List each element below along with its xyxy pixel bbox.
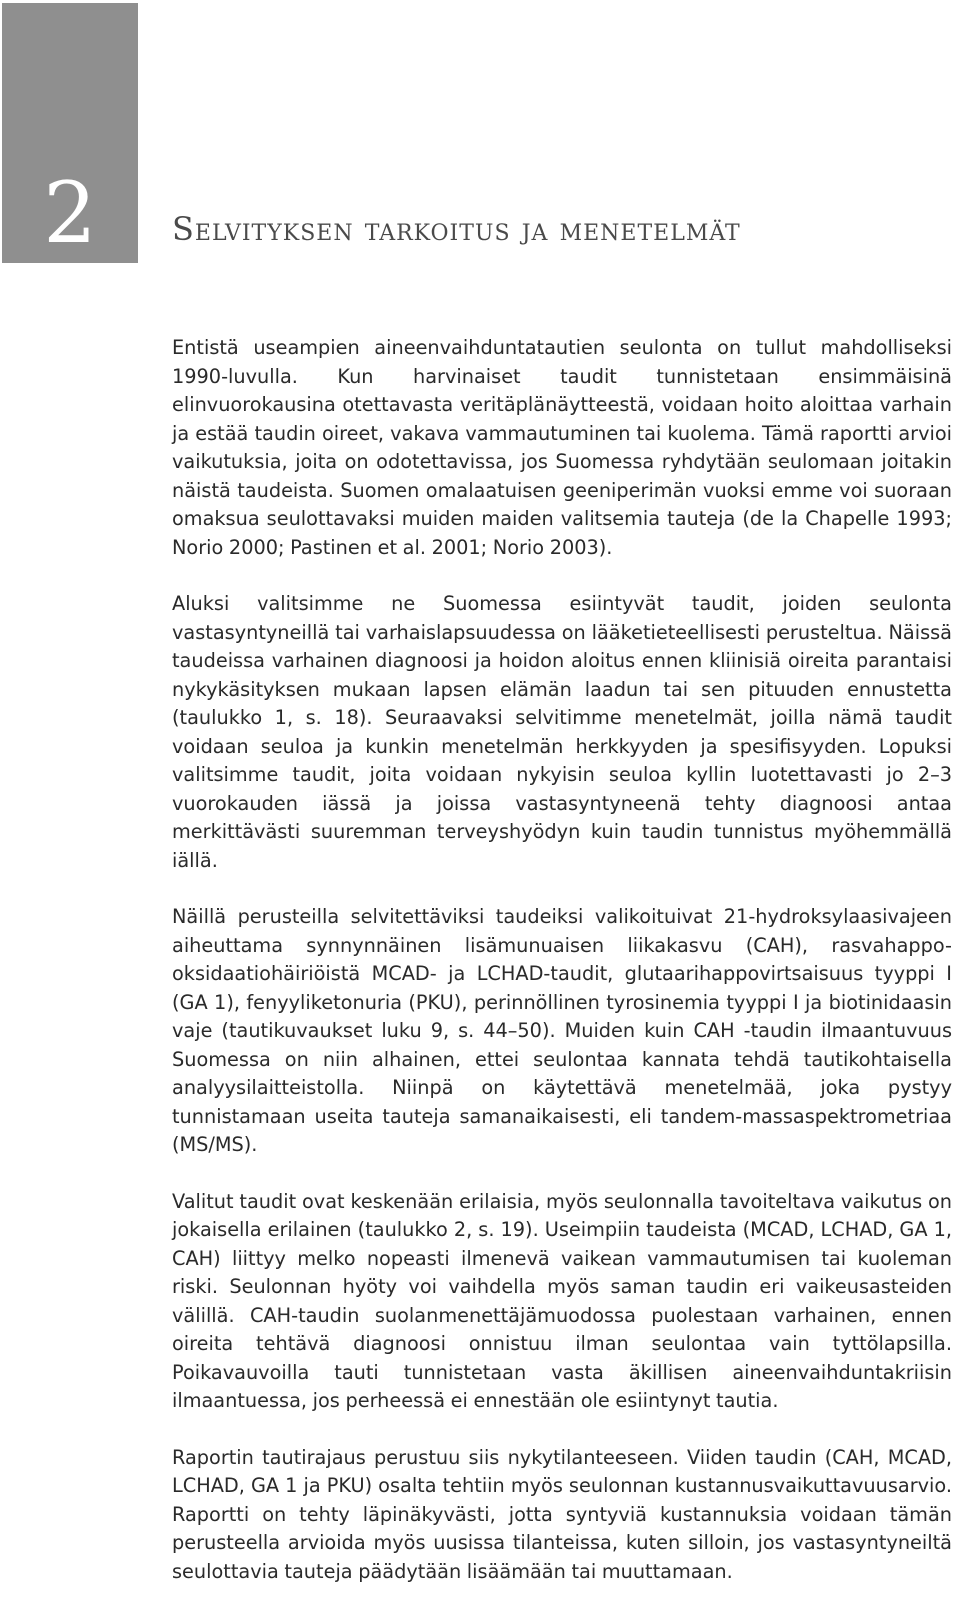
paragraph-2: Aluksi valitsimme ne Suomessa esiintyvät taudit, joiden seulonta vastasyntyneillä tai varhaislapsuudessa on lääketieteellisesti perusteltua. Näissä taudeissa varhainen diagnoosi ja hoidon aloitus ennen kliinisiä oireita parantaisi nykykäsityksen mukaan lapsen elämän laadun tai sen pituuden ennustetta (taulukko 1, s. 18). Seuraavaksi selvitimme menetelmät, joilla nämä taudit voidaan seuloa ja kunkin menetelmän herkkyyden ja spesifisyyden. Lopuksi valitsimme taudit, joita voidaan nykyisin seuloa kyllin luotettavasti jo 2–3 vuorokauden iässä ja joissa vastasyntyneenä tehty diagnoosi antaa merkittävästi suuremman terveyshyödyn kuin taudin tunnistus myöhemmällä iällä. [172,592,952,872]
body-text [172,334,952,1614]
paragraph-3: Näillä perusteilla selvitettäviksi taudeiksi valikoituivat 21-hydroksylaasivajeen aiheuttama synnynnäinen lisämunuaisen liikakasvu (CAH), rasvahappo-oksidaatiohäiriöistä MCAD- ja LCHAD-taudit, glutaarihappovirtsaisuus tyyppi I (GA 1), fenyyliketonuria (PKU), perinnöllinen tyrosinemia tyyppi I ja biotinidaasin vaje (tautikuvaukset luku 9, s. 44–50). Muiden kuin CAH -taudin ilmaantuvuus Suomessa on niin alhainen, ettei seulontaa kannata tehdä tautikohtaisella analyysilaitteistolla. Niinpä on käytettävä menetelmää, joka pystyy tunnistamaan useita tauteja samanaikaisesti, eli tandem-massaspektrometriaa (MS/MS). [172,905,952,1156]
paragraph-1: Entistä useampien aineenvaihduntatautien seulonta on tullut mahdolliseksi 1990-luvulla. Kun harvinaiset taudit tunnistetaan ensimmäisinä elinvuorokausina otettavasta veritäplänäytteestä, voidaan hoito aloittaa varhain ja estää taudin oireet, vakava vammautuminen tai kuolema. Tämä raportti arvioi vaikutuksia, joita on odotettavissa, jos Suomessa ryhdytään seulomaan joitakin näistä taudeista. Suomen omalaatuisen geeniperimän vuoksi emme voi suoraan omaksua seulottavaksi muiden maiden valitsemia tauteja (de la Chapelle 1993; Norio 2000; Pastinen et al. 2001; Norio 2003). [172,336,952,559]
chapter-number: 2 [43,164,97,262]
paragraph-5: Raportin tautirajaus perustuu siis nykytilanteeseen. Viiden taudin (CAH, MCAD, LCHAD, GA 1 ja PKU) osalta tehtiin myös seulonnan kustannusvaikuttavuusarvio. Raportti on tehty läpinäkyvästi, jotta syntyviä kustannuksia voidaan tämän perusteella arvioida myös uusissa tilanteissa, kuten silloin, jos vastasyntyneiltä seulottavia tauteja päädytään lisäämään tai muuttamaan. [172,1445,952,1583]
chapter-number-box [2,3,138,263]
paragraph-4: Valitut taudit ovat keskenään erilaisia, myös seulonnalla tavoiteltava vaikutus on jokaisella erilainen (taulukko 2, s. 19). Useimpiin taudeista (MCAD, LCHAD, GA 1, CAH) liittyy melko nopeasti ilmenevä vaikean vammautumisen tai kuoleman riski. Seulonnan hyöty voi vaihdella myös saman taudin eri vaikeusasteiden välillä. CAH-taudin suolanmenettäjämuodossa puolestaan varhainen, ennen oireita tehtävä diagnoosi onnistuu ilman seulontaa vain tyttölapsilla. Poikavauvoilla tauti tunnistetaan vasta äkillisen aineenvaihduntakriisin ilmaantuessa, jos perheessä ei ennestään ole esiintynyt tautia. [172,1189,952,1412]
chapter-title: Selvityksen tarkoitus ja menetelmät [172,210,741,248]
